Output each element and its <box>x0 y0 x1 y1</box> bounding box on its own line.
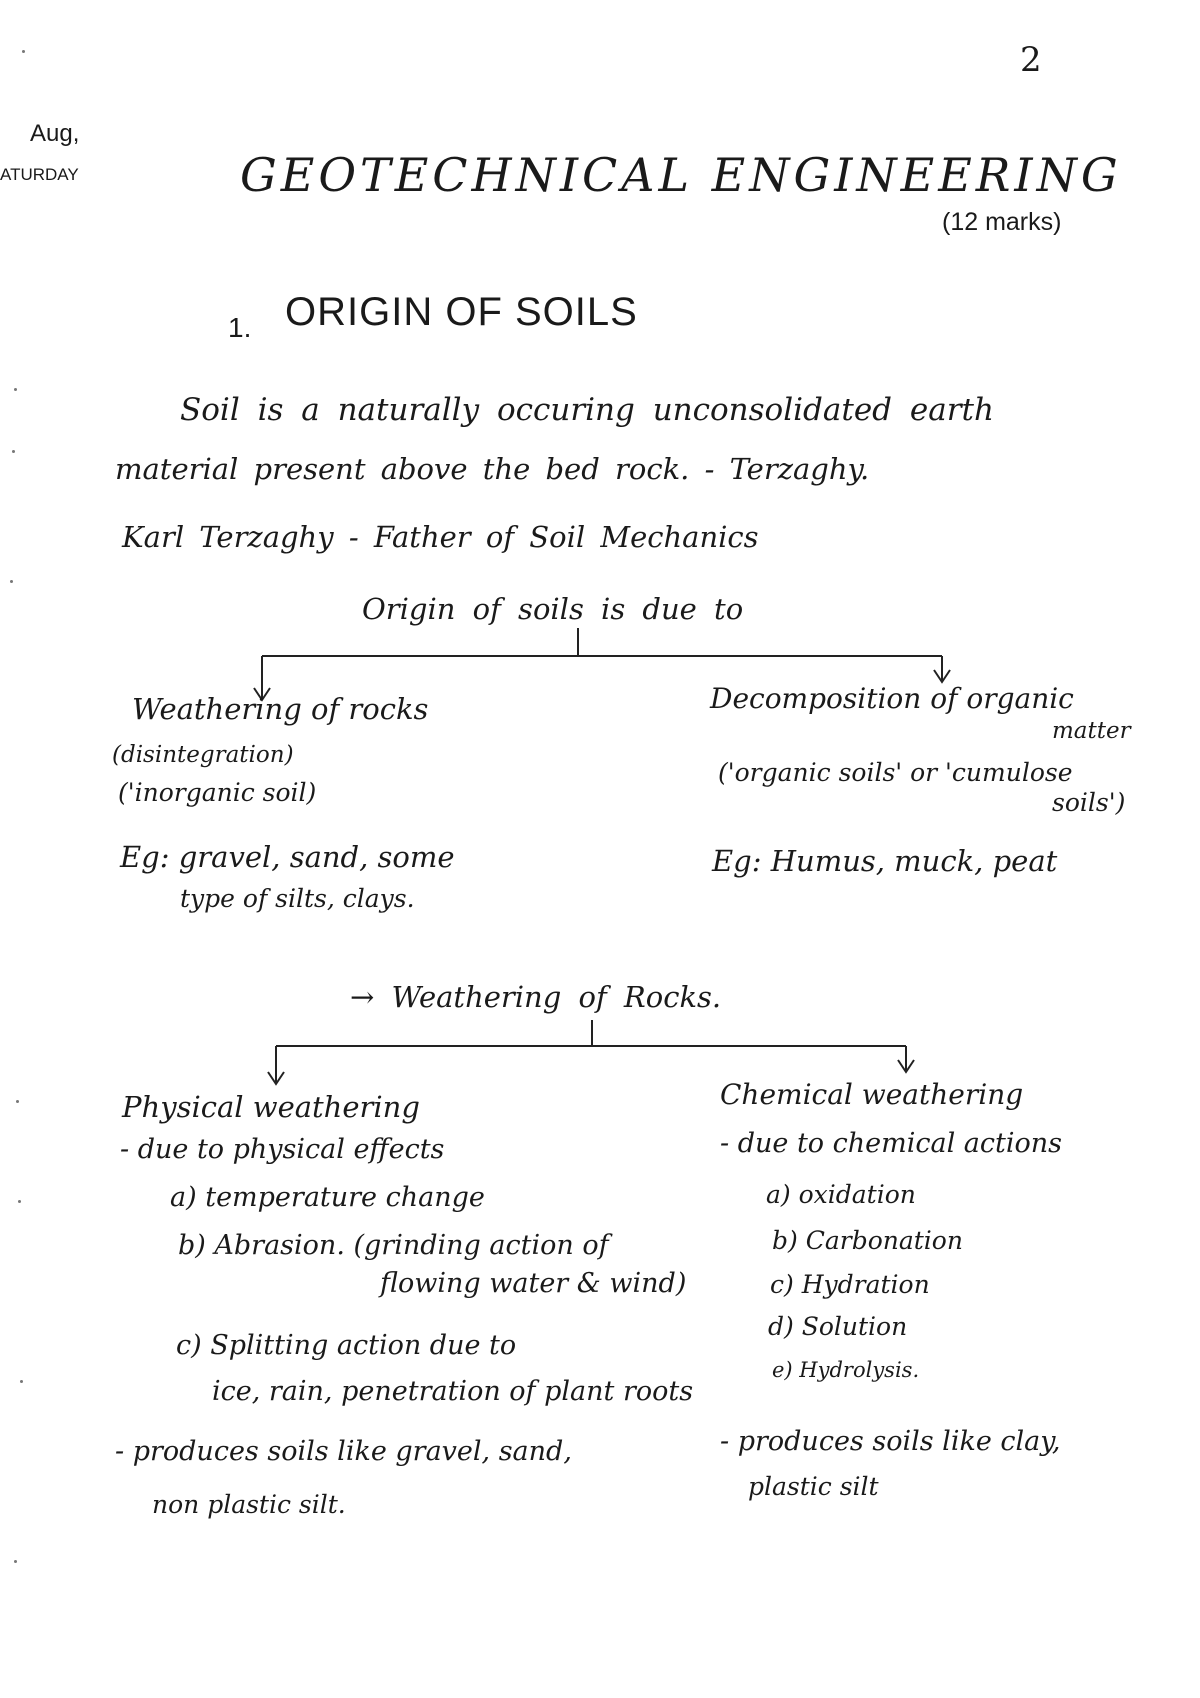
page-number: 2 <box>1020 40 1042 80</box>
tree1-left-title: Weathering of rocks <box>132 692 429 726</box>
tree1-right-eg: Eg: Humus, muck, peat <box>712 844 1058 878</box>
subject-marks: (12 marks) <box>942 208 1062 236</box>
tree2-right-item-a: a) oxidation <box>766 1180 916 1209</box>
tree1-right-title-cont: matter <box>1052 718 1131 744</box>
tree2-left-item-b-cont: flowing water & wind) <box>380 1268 687 1299</box>
tree1-root: Origin of soils is due to <box>362 592 744 626</box>
tree2-left-produces1: - produces soils like gravel, sand, <box>115 1436 572 1467</box>
scan-speck <box>14 388 17 391</box>
scan-speck <box>10 580 13 583</box>
tree2-right-title: Chemical weathering <box>720 1078 1024 1111</box>
definition-line2: material present above the bed rock. - Terzaghy. <box>115 452 870 486</box>
section-title: ORIGIN OF SOILS <box>285 290 638 334</box>
tree2-right-item-e: e) Hydrolysis. <box>772 1358 920 1382</box>
tree1-right-note1: ('organic soils' or 'cumulose <box>718 758 1073 787</box>
tree1-left-note1: (disintegration) <box>112 742 294 768</box>
tree2-right-item-d: d) Solution <box>768 1312 908 1341</box>
tree2-right-desc: - due to chemical actions <box>720 1128 1062 1159</box>
tree1-left-eg1: Eg: gravel, sand, some <box>120 840 455 874</box>
scan-speck <box>16 1100 19 1103</box>
tree2-left-desc: - due to physical effects <box>120 1134 445 1165</box>
tree2-left-title: Physical weathering <box>122 1090 420 1124</box>
scan-speck <box>12 450 15 453</box>
tree2-left-item-b: b) Abrasion. (grinding action of <box>178 1230 609 1261</box>
tree1-right-title: Decomposition of organic <box>710 682 1074 715</box>
scan-speck <box>20 1380 23 1383</box>
definition-line3: Karl Terzaghy - Father of Soil Mechanics <box>122 520 759 554</box>
tree1-right-note2: soils') <box>1052 788 1126 817</box>
tree2-left-item-a: a) temperature change <box>170 1182 485 1213</box>
tree2-root: → Weathering of Rocks. <box>350 980 722 1014</box>
scan-speck <box>18 1200 21 1203</box>
subject-title: GEOTECHNICAL ENGINEERING <box>240 148 1122 202</box>
tree2-left-item-c: c) Splitting action due to <box>176 1330 517 1361</box>
tree2-left-produces2: non plastic silt. <box>152 1490 346 1519</box>
tree2-right-item-c: c) Hydration <box>770 1270 930 1299</box>
tree2-right-produces1: - produces soils like clay, <box>720 1426 1061 1457</box>
tree1-left-eg2: type of silts, clays. <box>180 884 415 913</box>
scan-speck <box>22 50 25 53</box>
scan-speck <box>14 1560 17 1563</box>
tree2-left-item-c-cont: ice, rain, penetration of plant roots <box>212 1376 694 1407</box>
tree2-right-item-b: b) Carbonation <box>772 1226 963 1255</box>
date-margin-line2: ATURDAY <box>0 165 79 184</box>
tree1-left-note2: ('inorganic soil) <box>118 778 317 807</box>
definition-line1: Soil is a naturally occuring unconsolidated earth <box>180 392 994 428</box>
section-number: 1. <box>228 312 252 343</box>
date-margin-line1: Aug, <box>30 120 80 147</box>
tree2-right-produces2: plastic silt <box>748 1472 879 1501</box>
